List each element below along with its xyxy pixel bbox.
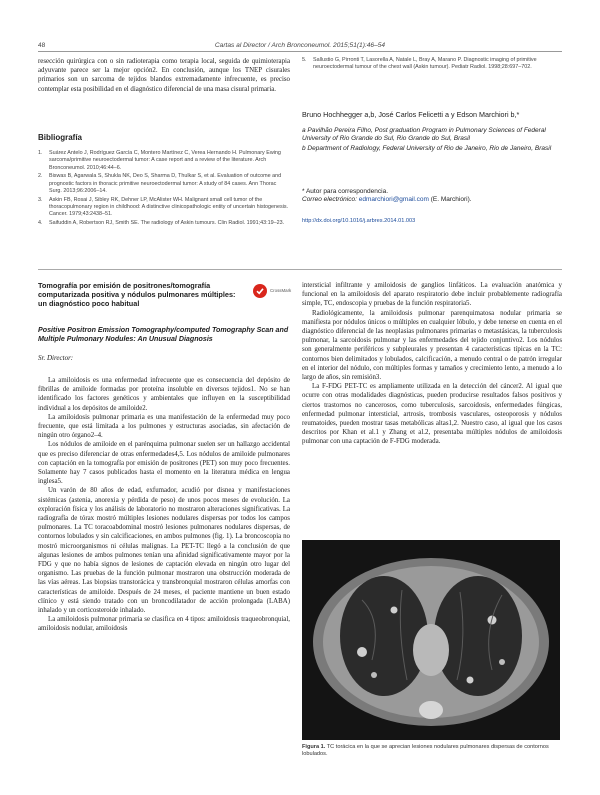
body-paragraph: Radiológicamente, la amiloidosis pulmonar parenquimatosa nodular primaria se manifiesta por nódulos únicos o múltiples en cualquier lóbulo, y debe tenerse en cuenta en el diagnóstico diferencial de las neoplasias pulmonares primarias o metastásicas, la tuberculosis pulmonar, la sarcoidosis pulmonar y las enfermedades del tejido conjuntivo2. Los nódulos son generalmente periféricos y subpleurales y presentan 4 características típicas en la TC: contornos bien delimitados y lobulados, calcificación, a menudo central o de patrón irregular en el interior del nódulo, con múltiples formas y tamaños y crecimiento lento, a menudo a lo largo de años, sin remisión3. bbox=[302, 309, 562, 382]
figure-caption-text: TC torácica en la que se aprecian lesiones nodulares pulmonares dispersas de contornos lobulados. bbox=[302, 744, 549, 758]
reference-item: 3. Askin FB, Rosai J, Sibley RK, Dehner LP, McAlister WH. Malignant small cell tumor of the thoracopulmonary region in childhood: A distinctive clinicopathologic entity of uncertain histogenesis. Cancer. 1979;43:2438–51. bbox=[38, 196, 289, 218]
reference-item: 4. Saifuddin A, Robertson RJ, Smith SE. The radiology of Askin tumours. Clin Radiol. 1991;43:19–23. bbox=[38, 220, 285, 227]
email-label: Correo electrónico: bbox=[302, 196, 357, 204]
email-name: (E. Marchiori). bbox=[430, 196, 472, 204]
affiliations bbox=[302, 127, 562, 153]
body-paragraph: La amiloidosis pulmonar primaria es una manifestación de la enfermedad muy poco frecuente, que está limitada a los pulmones y estructuras asociadas, sin afectación de ningún otro órgano2–4. bbox=[38, 413, 290, 440]
salutation: Sr. Director: bbox=[38, 354, 74, 362]
letter-separator bbox=[38, 269, 562, 270]
prev-continuation-paragraph: resección quirúrgica con o sin radioterapia como terapia local, seguida de quimioterapia adyuvante parece ser la mejor opción2. En conclusión, aunque los TNEP cisurales primarios son un sarcoma de tejidos blandos extremadamente infrecuente, es preciso contemplar esta posibilidad en el diagnóstico diferencial de una masa cisural primaria. bbox=[38, 58, 290, 93]
ct-scan-image bbox=[302, 540, 560, 740]
doi-link[interactable]: http://dx.doi.org/10.1016/j.arbres.2014.01.003 bbox=[302, 218, 416, 224]
ct-scan-figure bbox=[302, 540, 560, 740]
reference-item: 5. Sallustio G, Pirronti T, Lasorella A, Natale L, Bray A, Marano P. Diagnostic imaging of primitive neuroectodermal tumour of the chest wall (Askin tumour). Pediatr Radiol. 1998;28:697–702. bbox=[302, 57, 537, 71]
bibliography-heading: Bibliografía bbox=[38, 133, 83, 142]
reference-item: 2. Biswas B, Agarwala S, Shukla NK, Deo S, Sharma D, Thulkar S, et al. Evaluation of outcome and prognostic factors in thoracic primitive neuroectodermal tumor: A study of 84 cases. Ann Thorac Surg. 2013;96:2006–14. bbox=[38, 173, 282, 194]
letter-body-right bbox=[302, 281, 562, 447]
body-paragraph: La amiloidosis es una enfermedad infrecuente que es consecuencia del depósito de fibrillas de amiloide formadas por proteína insoluble en diversos tejidos1. No se han identificado los factores genéticos y ambientales que influyen en la susceptibilidad individual a los depósitos de amiloide2. bbox=[38, 377, 290, 412]
crossmark-label: CrossMark bbox=[270, 288, 292, 293]
email-link[interactable]: edmarchiori@gmail.com bbox=[358, 196, 429, 204]
correspondence bbox=[302, 188, 562, 205]
journal-citation: Cartas al Director / Arch Bronconeumol. 2015;51(1):46–54 bbox=[214, 42, 386, 49]
prev-letter-text bbox=[38, 57, 290, 94]
page-number: 48 bbox=[38, 42, 46, 49]
email-line bbox=[302, 196, 562, 204]
figure-caption-label: Figura 1. bbox=[302, 744, 326, 750]
crossmark-icon[interactable] bbox=[253, 284, 267, 298]
reference-list-left bbox=[38, 150, 290, 229]
body-paragraph: intersticial infiltrante y amiloidosis de ganglios linfáticos. La evaluación anatómica y funcional en la amiloidosis del aparato respiratorio debe incluir probablemente radiografía simple, TC, endoscopia y pruebas de la función respiratoria5. bbox=[302, 282, 562, 308]
affiliation-b: b Department of Radiology, Federal University of Rio de Janeiro, Rio de Janeiro, Brasil bbox=[302, 144, 552, 152]
body-paragraph: La F-FDG PET-TC es ampliamente utilizada en la detección del cáncer2. Al igual que ocurre con otras modalidades diagnósticas, pueden producirse resultados falsos positivos y ciertos trastornos no cancerosos, como tuberculosis, sarcoidosis, enfermedades fúngicas, enfermedad pulmonar intersticial, artrosis, trombosis vasculares, osteoporosis y nódulos reumatoides, pueden mostrar tasas metabólicas altas1,2. Nuestro caso, al igual que los casos descritos por Khan et al.1 y Zhang et al.2, presentaba múltiples nódulos de amiloidosis pulmonar con una captación de F-FDG moderada. bbox=[302, 383, 562, 446]
body-paragraph: Un varón de 80 años de edad, exfumador, acudió por disnea y manifestaciones sistémicas (astenia, anorexia y pérdida de peso) de unos pocos meses de evolución. La exploración física y los análisis de laboratorio no mostraron alteraciones significativas. La radiografía de tórax mostró múltiples lesiones nodulares dispersas por todos los campos pulmonares. La TC toracoabdominal mostró lesiones pulmonares nodulares dispersas, de contornos lobulados y sin calcificaciones, en ambos pulmones (fig. 1). La broncoscopia no mostró microorganismos ni células malignas. La PET-TC llegó a la conclusión de que algunas lesiones de ambos pulmones tenían una afinidad significativamente mayor por la FDG y que no había signos de lesiones de captación elevada en ningún otro lugar del organismo. Las pruebas de la función pulmonar mostraron una obstrucción moderada de las vías aéreas. Las biopsias transtorácica y transbronquial mostraron células amorfas con características de amiloide. Después de 24 meses, el paciente mantiene un buen estado clínico y está siendo tratado con un broncodilatador de acción prolongada (LABA) inhalado y un corticosteroide inhalado. bbox=[38, 487, 290, 615]
reference-list-right bbox=[302, 57, 562, 73]
letter-title-en: Positive Positron Emission Tomography/computed Tomography Scan and Multiple Pulmonary Nodules: An Unusual Diagnosis bbox=[38, 326, 289, 344]
figure-caption bbox=[302, 744, 560, 758]
corresponding-note: * Autor para correspondencia. bbox=[302, 188, 388, 195]
reference-item: 1. Suárez Antelo J, Rodríguez García C, Montero Martínez C, Verea Hernando H. Pulmonary Ewing sarcoma/primitive neuroectodermal tumor: A case report and a review of the literature. Arch Bronconeumol. 2010;46:44–6. bbox=[38, 150, 281, 171]
body-paragraph: La amiloidosis pulmonar primaria se clasifica en 4 tipos: amiloidosis traqueobronquial, amiloidosis nodular, amiloidosis bbox=[38, 616, 290, 633]
author-line: Bruno Hochhegger a,b, José Carlos Felicetti a y Edson Marchiori b,* bbox=[302, 110, 520, 119]
header-rule bbox=[38, 51, 562, 52]
affiliation-a: a Pavilhão Pereira Filho, Post graduation Program in Pulmonary Sciences of Federal University of Rio Grande do Sul, Rio Grande do Sul, Brasil bbox=[302, 127, 546, 143]
letter-body-left bbox=[38, 376, 290, 634]
letter-title-es: Tomografía por emisión de positrones/tomografía computarizada positiva y nódulos pulmonares múltiples: un diagnóstico poco habitual bbox=[38, 281, 236, 309]
body-paragraph: Los nódulos de amiloide en el parénquima pulmonar suelen ser un hallazgo accidental que es preciso diferenciar de otras enfermedades4,5. Los nódulos de amiloide pulmonares con captación en la tomografía por emisión de positrones (PET) son muy poco frecuentes. Solamente hay 7 casos publicados hasta el momento en la literatura médica en lengua inglesa5. bbox=[38, 441, 290, 486]
